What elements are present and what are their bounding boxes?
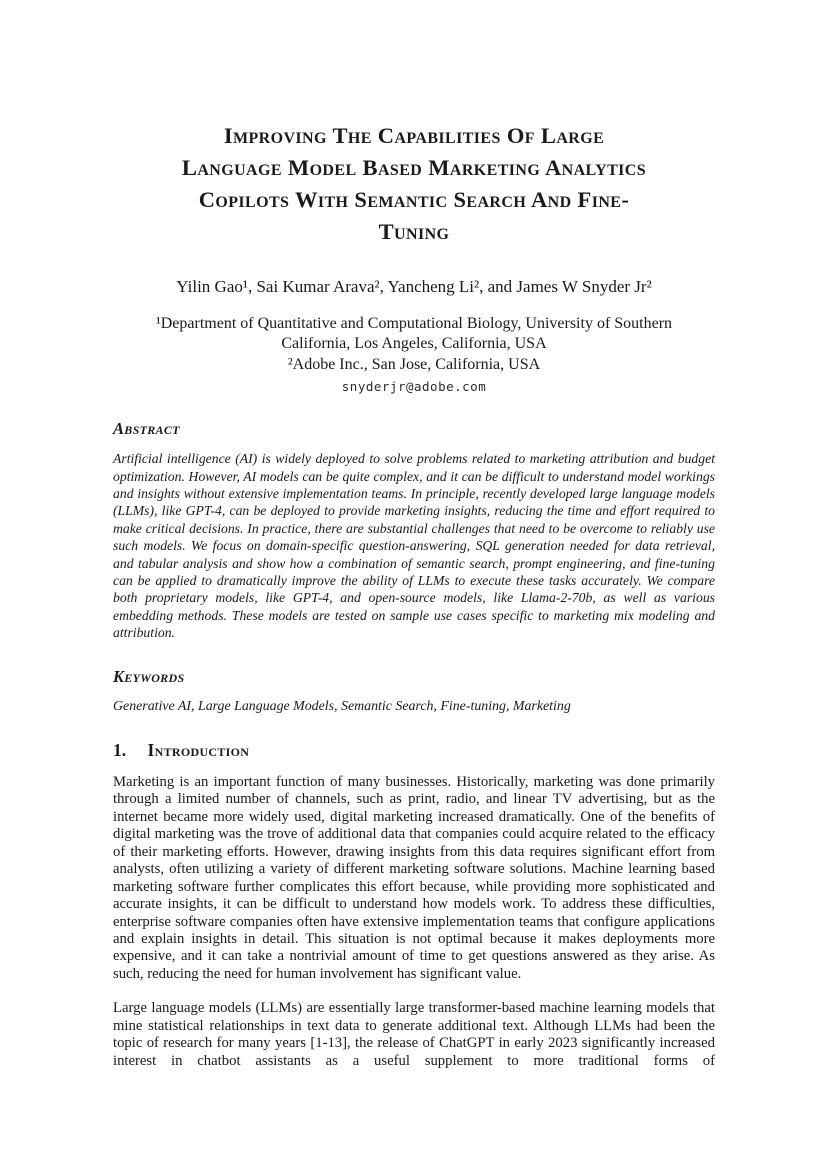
section-number: 1. [113, 739, 127, 760]
title-line-1: Improving The Capabilities Of Large [223, 123, 605, 148]
affiliation-2: ²Adobe Inc., San Jose, California, USA [287, 355, 541, 373]
title-line-2: Language Model Based Marketing Analytics [181, 154, 647, 180]
contact-email: snyderjr@adobe.com [341, 379, 487, 395]
section-heading-introduction [113, 740, 715, 761]
affiliation-1-line-1: ¹Department of Quantitative and Computational Biology, University of Southern [155, 314, 673, 332]
section-title: Introduction [147, 739, 250, 760]
intro-paragraph-2: Large language models (LLMs) are essentially large transformer-based machine learning models that mine statistical relationships in text data to generate additional text. Although LLMs had been the topic of research for many years [1-13], the release of ChatGPT in early 2023 significantly increased interest in chatbot assistants as a useful supplement to more traditional forms of [113, 1000, 715, 1069]
abstract-heading: Abstract [113, 419, 180, 439]
keywords-heading: Keywords [113, 666, 185, 686]
title-line-4: Tuning [378, 218, 450, 244]
title-line-3: Copilots With Semantic Search And Fine- [198, 186, 630, 212]
affiliations-block [114, 314, 714, 375]
abstract-text: Artificial intelligence (AI) is widely deployed to solve problems related to marketing attribution and budget optimization. However, AI models can be quite complex, and it can be difficult to understand model workings and insights without extensive implementation teams. In principle, recently developed large language models (LLMs), like GPT-4, can be deployed to provide marketing insights, reducing the time and effort required to make critical decisions. In practice, there are substantial challenges that need to be overcome to reliably use such models. We focus on domain-specific question-answering, SQL generation needed for data retrieval, and tabular analysis and show how a combination of semantic search, prompt engineering, and fine-tuning can be applied to dramatically improve the ability of LLMs to execute these tasks accurately. We compare both proprietary models, like GPT-4, and open-source models, like Llama-2-70b, as well as various embedding methods. These models are tested on sample use cases specific to marketing mix modeling and attribution. [113, 451, 715, 641]
affiliation-1-line-2: California, Los Angeles, California, USA [281, 335, 547, 353]
paper-title [113, 120, 715, 248]
authors-line: Yilin Gao¹, Sai Kumar Arava², Yancheng Li², and James W Snyder Jr² [176, 276, 652, 296]
intro-paragraph-1: Marketing is an important function of many businesses. Historically, marketing was done primarily through a limited number of channels, such as print, radio, and linear TV advertising, but as the internet became more widely used, digital marketing increased dramatically. One of the benefits of digital marketing was the trove of additional data that companies could acquire related to the efficacy of their marketing efforts. However, drawing insights from this data requires significant effort from analysts, often utilizing a variety of different marketing software solutions. Machine learning based marketing software further complicates this effort because, while providing more sophisticated and accurate insights, it can be difficult to understand how models work. To address these difficulties, enterprise software companies often have extensive implementation teams that configure applications and explain insights in detail. This situation is not optimal because it makes deployments more expensive, and it can take a nontrivial amount of time to get questions answered as they arise. As such, reducing the need for human involvement has significant value. [113, 773, 715, 982]
keywords-text: Generative AI, Large Language Models, Semantic Search, Fine-tuning, Marketing [113, 698, 571, 714]
